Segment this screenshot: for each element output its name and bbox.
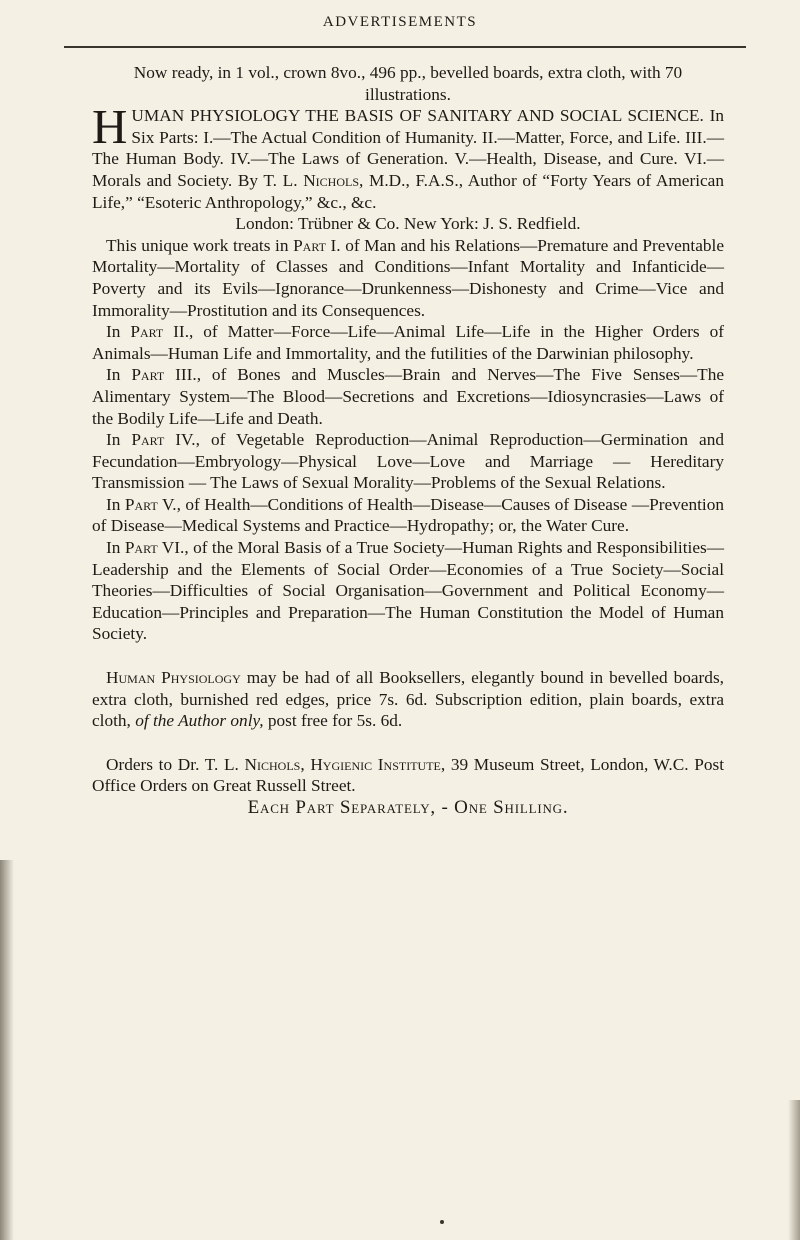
availability-text: may be had of all Booksellers, elegantly bound in bevelled boards, extra cloth, burnished red edges, price 7s. 6d. Subscription edition, plain boards, extra cloth, <box>92 668 724 731</box>
drop-cap: H <box>92 99 128 155</box>
header-rule <box>64 46 746 48</box>
part-1-text: of Man and his Relations—Premature and Preventable Mortality—Mortality of Classes and Conditions—Infant Mortality and Infanticide—Poverty and its Evils—Ignorance—Drunkenness—Dishonesty and Crime—Vice and Immorality—Prostitution and its Consequences. <box>92 235 724 320</box>
publishers-line: London: Trübner & Co. New York: J. S. Redfield. <box>235 214 581 234</box>
book-title: UMAN PHYSIOLOGY THE BASIS OF SANITARY AND SOCIAL SCIENCE. In Six Parts: I.—The Actual Condition of Humanity. II.—Matter, Force, and Life. III.—The Human Body. IV.—The Laws of Generation. V.—Health, Disease, and Cure. VI.—Morals and Society. By T. L. <box>92 106 724 190</box>
part-1-lead: This unique work treats in <box>106 235 294 255</box>
part-3-label: Part III. <box>131 365 197 385</box>
part-5-lead: In <box>106 494 125 514</box>
availability-paragraph <box>92 667 724 732</box>
part-4-text: , of Vegetable Reproduction—Animal Reproduction—Germination and Fecundation—Embryology—Physical Love—Love and Marriage — Hereditary Transmission — The Laws of Sexual Morality—Problems of the Sexual Relations. <box>92 430 724 493</box>
part-1-paragraph <box>92 235 724 321</box>
author-name: Nichols <box>303 170 360 190</box>
orders-institute: Nichols, Hygienic Institute, <box>244 754 446 774</box>
availability-italic: of the Author only, <box>135 711 264 731</box>
part-6-paragraph <box>92 537 724 645</box>
part-3-paragraph <box>92 364 724 429</box>
part-6-text: , of the Moral Basis of a True Society—Human Rights and Responsibilities—Leadership and the Elements of Social Order—Economies of a True Society—Social Theories—Difficulties of Social Organisation—Government and Political Economy—Education—Principles and Preparation—The Human Constitution the Model of Human Society. <box>92 538 724 644</box>
part-2-paragraph <box>92 321 724 364</box>
part-2-label: Part II. <box>130 322 190 342</box>
advertisement-body <box>92 62 724 819</box>
part-5-paragraph <box>92 494 724 537</box>
part-5-text: , of Health—Conditions of Health—Disease—Causes of Disease —Prevention of Disease—Medical Systems and Practice—Hydropathy; or, the Water Cure. <box>92 494 724 536</box>
part-4-label: Part IV. <box>131 430 196 450</box>
availability-price: post free for 5s. 6d. <box>263 711 403 731</box>
page-edge-shadow-right <box>788 1100 800 1240</box>
intro-line: Now ready, in 1 vol., crown 8vo., 496 pp., bevelled boards, extra cloth, with 70 illustrations. <box>133 63 683 104</box>
running-header: ADVERTISEMENTS <box>322 14 478 30</box>
part-3-text: , of Bones and Muscles—Brain and Nerves—The Five Senses—The Alimentary System—The Blood—Secretions and Excretions—Idiosyncrasies—Laws of the Bodily Life—Life and Death. <box>92 365 725 428</box>
orders-address: 39 Museum Street, London, W.C. Post Office Orders on Great Russell Street. <box>92 754 724 796</box>
author-credentials: , M.D., F.A.S., Author of “Forty Years of American Life,” “Esoteric Anthropology,” &c., &c. <box>92 170 724 212</box>
part-4-lead: In <box>106 430 132 450</box>
spacer <box>92 732 724 754</box>
footer-line: Each Part Separately, - One Shilling. <box>247 797 569 818</box>
printer-mark <box>440 1220 444 1224</box>
part-3-lead: In <box>106 365 132 385</box>
book-title-paragraph <box>92 99 724 213</box>
availability-book-name: Human Physiology <box>106 668 241 688</box>
part-6-label: Part VI. <box>124 538 185 558</box>
part-6-lead: In <box>106 538 125 558</box>
part-2-lead: In <box>106 322 131 342</box>
part-2-text: , of Matter—Force—Life—Animal Life—Life in the Higher Orders of Animals—Human Life and Immortality, and the futilities of the Darwinian philosophy. <box>92 322 724 363</box>
part-1-label: Part I. <box>293 235 341 255</box>
part-5-label: Part V. <box>124 494 177 514</box>
spacer <box>92 645 724 667</box>
orders-paragraph <box>92 754 724 797</box>
page-edge-shadow <box>0 860 14 1240</box>
orders-lead: Orders to Dr. T. L. <box>106 754 245 774</box>
part-4-paragraph <box>92 429 724 494</box>
